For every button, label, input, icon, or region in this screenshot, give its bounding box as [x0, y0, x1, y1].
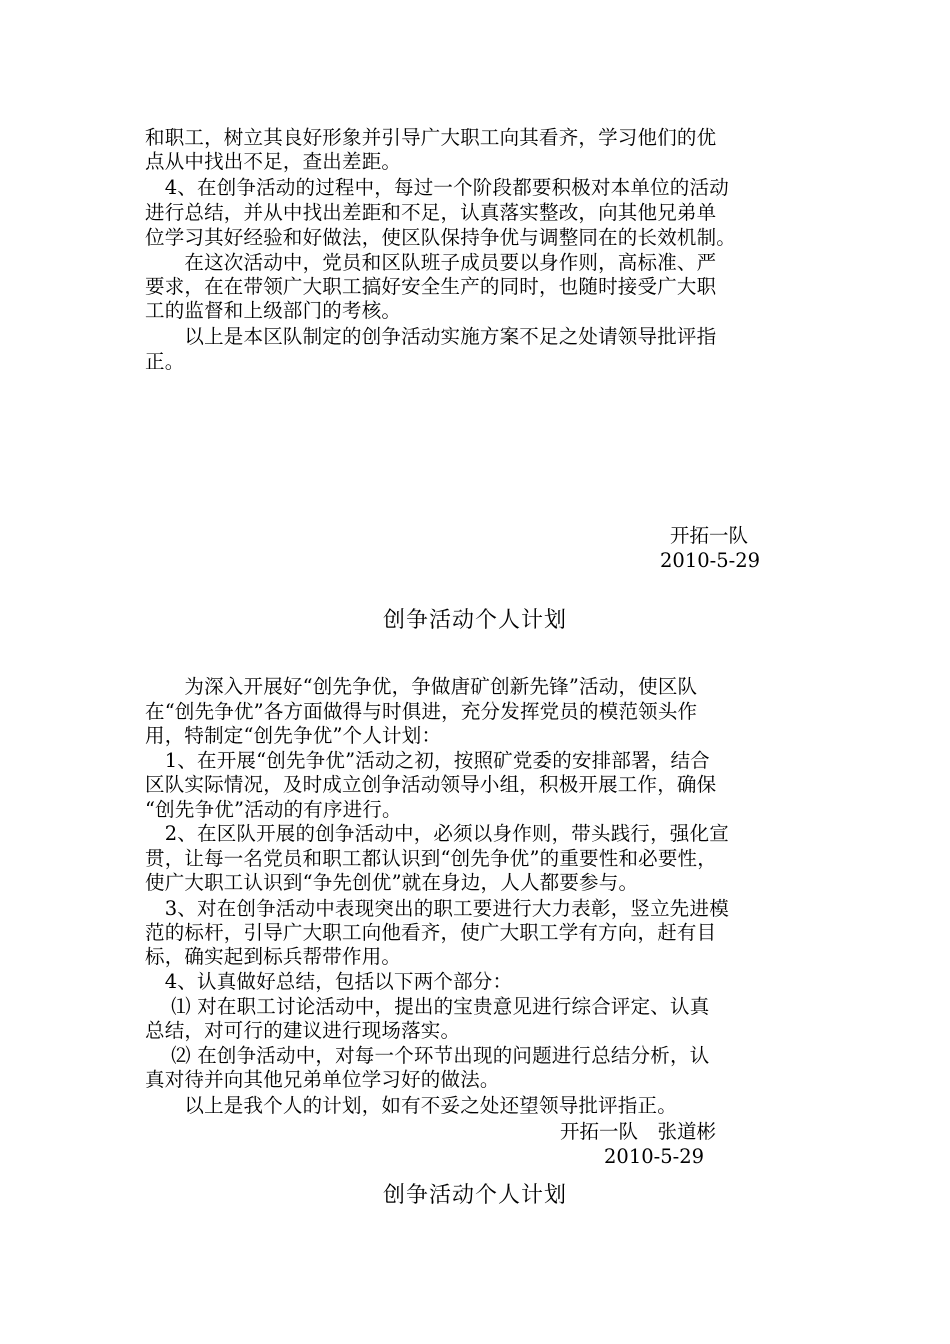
body-text-line: 以上是本区队制定的创争活动实施方案不足之处请领导批评指: [145, 325, 717, 348]
body-text-line: 区队实际情况，及时成立创争活动领导小组，积极开展工作，确保: [145, 773, 717, 796]
body-text-line: 标，确实起到标兵帮带作用。: [145, 945, 402, 968]
body-text-line: 位学习其好经验和好做法，使区队保持争优与调整同在的长效机制。: [145, 226, 737, 249]
signature-name: 开拓一队 张道彬: [560, 1120, 717, 1143]
body-text-line: 正。: [145, 350, 185, 373]
body-text-line: “创先争优”活动的有序进行。: [145, 798, 402, 821]
section-title: 创争活动个人计划: [382, 1183, 567, 1208]
body-text-line: 1、在开展“创先争优”活动之初，按照矿党委的安排部署，结合: [145, 749, 710, 772]
section-title: 创争活动个人计划: [382, 608, 567, 633]
body-text-line: 工的监督和上级部门的考核。: [145, 299, 402, 322]
body-text-line: 4、认真做好总结，包括以下两个部分：: [145, 970, 513, 993]
body-text-line: 总结，对可行的建议进行现场落实。: [145, 1019, 461, 1042]
body-text-line: 贯，让每一名党员和职工都认识到“创先争优”的重要性和必要性，: [145, 847, 717, 870]
body-text-line: 为深入开展好“创先争优，争做唐矿创新先锋”活动，使区队: [145, 675, 698, 698]
body-text-line: 3、对在创争活动中表现突出的职工要进行大力表彰，竖立先进模: [145, 897, 729, 920]
body-text-line: 进行总结，并从中找出差距和不足，认真落实整改，向其他兄弟单: [145, 201, 717, 224]
body-text-line: ⑵ 在创争活动中，对每一个环节出现的问题进行总结分析，认: [145, 1044, 710, 1067]
body-text-line: 2、在区队开展的创争活动中，必须以身作则，带头践行，强化宣: [145, 822, 729, 845]
body-text-line: 4、在创争活动的过程中，每过一个阶段都要积极对本单位的活动: [145, 176, 729, 199]
body-text-line: 使广大职工认识到“争先创优”就在身边，人人都要参与。: [145, 871, 639, 894]
body-text-line: ⑴ 对在职工讨论活动中，提出的宝贵意见进行综合评定、认真: [145, 995, 710, 1018]
body-text-line: 真对待并向其他兄弟单位学习好的做法。: [145, 1068, 500, 1091]
body-text-line: 要求，在在带领广大职工搞好安全生产的同时，也随时接受广大职: [145, 275, 717, 298]
body-text-line: 以上是我个人的计划，如有不妥之处还望领导批评指正。: [145, 1094, 677, 1117]
signature-date: 2010-5-29: [604, 1145, 705, 1168]
body-text-line: 范的标杆，引导广大职工向他看齐，使广大职工学有方向，赶有目: [145, 921, 717, 944]
body-text-line: 点从中找出不足，查出差距。: [145, 150, 402, 173]
signature-date: 2010-5-29: [660, 549, 761, 572]
body-text-line: 在“创先争优”各方面做得与时俱进，充分发挥党员的模范领头作: [145, 700, 698, 723]
body-text-line: 和职工，树立其良好形象并引导广大职工向其看齐，学习他们的优: [145, 126, 717, 149]
signature-unit: 开拓一队: [670, 524, 749, 547]
body-text-line: 在这次活动中，党员和区队班子成员要以身作则，高标准、严: [145, 251, 717, 274]
body-text-line: 用，特制定“创先争优”个人计划：: [145, 724, 442, 747]
